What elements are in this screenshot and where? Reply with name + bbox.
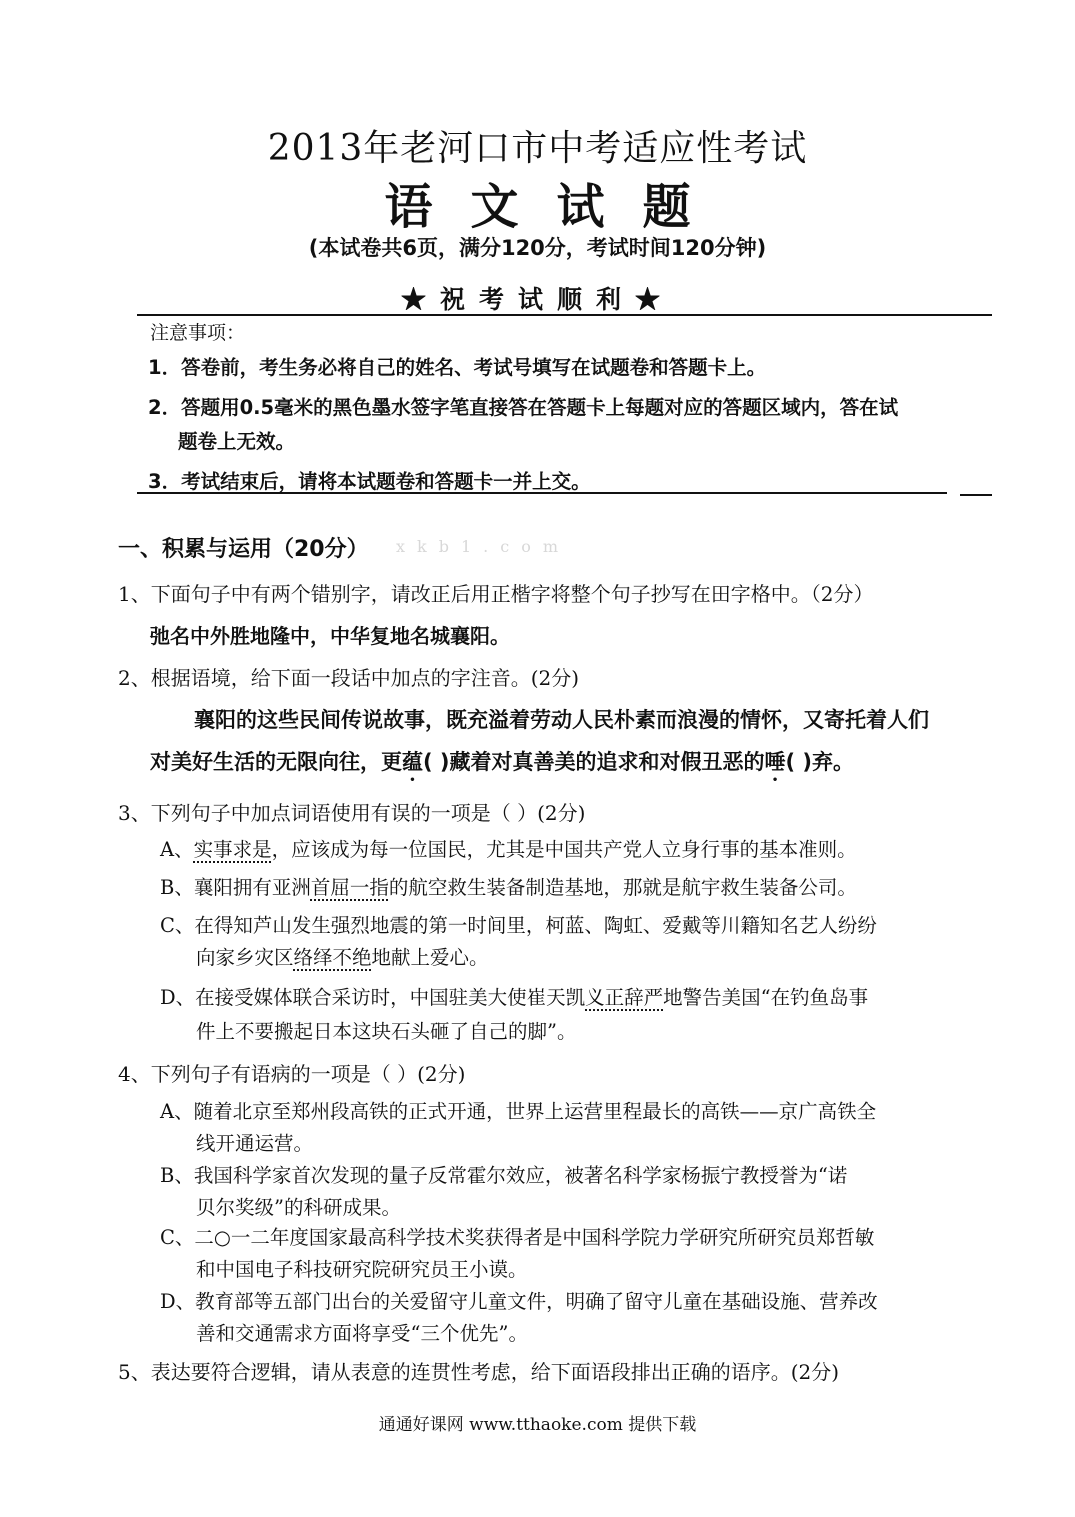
notice-item-3: 3．考试结束后，请将本试题卷和答题卡一并上交。 [148,470,591,493]
question-3-option-c-line-2 [196,942,489,970]
question-4-option-d-line-1: D、教育部等五部门出台的关爱留守儿童文件，明确了留守儿童在基础设施、营养改 [160,1290,878,1313]
option-a-label: A、 [160,838,194,861]
notice-top-rule [137,314,992,316]
question-2-stem: 2、根据语境，给下面一段话中加点的字注音。(2分) [118,666,580,690]
question-1-sentence: 弛名中外胜地隆中，中华复地名城襄阳。 [150,624,510,648]
question-4-option-c-line-2: 和中国电子科技研究院研究员王小谟。 [196,1258,528,1281]
notice-bottom-rule-end [960,494,992,496]
question-2-line-1: 襄阳的这些民间传说故事，既充溢着劳动人民朴素而浪漫的情怀，又寄托着人们 [194,708,929,732]
question-3-option-c-line-1: C、在得知芦山发生强烈地震的第一时间里，柯蓝、陶虹、爱戴等川籍知名艺人纷纷 [160,914,877,937]
good-luck-banner: ★祝考试顺利★ [400,285,674,314]
page-footer: 通通好课网 www.tthaoke.com 提供下载 [378,1415,697,1435]
exam-info: (本试卷共6页，满分120分，考试时间120分钟) [308,236,767,260]
option-d-text-b: 地警告美国“在钓鱼岛事 [663,986,869,1009]
option-a-text: ，应该成为每一位国民，尤其是中国共产党人立身行事的基本准则。 [271,838,857,861]
question-3-option-d-line-2: 件上不要搬起日本这块石头砸了自己的脚”。 [196,1020,577,1043]
exam-title: 2013年老河口市中考适应性考试 [267,128,808,169]
option-d-text-a: D、在接受媒体联合采访时，中国驻美大使崔天凯 [160,986,586,1009]
option-d-dotted: 义正辞严 [585,986,664,1009]
question-4-option-b-line-1: B、我国科学家首次发现的量子反常霍尔效应，被著名科学家杨振宁教授誉为“诺 [160,1164,848,1187]
option-b-dotted: 首屈一指 [310,876,389,899]
question-3-option-b [160,872,857,900]
subject-title: 语文试题 [384,179,729,235]
question-2-text-b: ( )藏着对真善美的追求和对假丑恶的 [423,750,765,774]
option-c-dotted: 络绎不绝 [293,946,372,969]
question-5-stem: 5、表达要符合逻辑，请从表意的连贯性考虑，给下面语段排出正确的语序。(2分) [118,1360,840,1384]
notice-item-2: 2．答题用0.5毫米的黑色墨水签字笔直接答在答题卡上每题对应的答题区域内，答在试 [148,396,899,419]
notice-item-2-cont: 题卷上无效。 [178,430,296,453]
question-4-option-c-line-1: C、二○一二年度国家最高科学技术奖获得者是中国科学院力学研究所研究员郑哲敏 [160,1226,875,1249]
option-a-dotted: 实事求是 [193,838,272,861]
question-4-stem: 4、下列句子有语病的一项是（ ）(2分) [118,1062,466,1086]
question-2-text-a: 对美好生活的无限向往，更 [150,750,402,774]
question-4-option-a-line-2: 线开通运营。 [196,1132,314,1155]
question-1-stem: 1、下面句子中有两个错别字，请改正后用正楷字将整个句子抄写在田字格中。（2分） [118,582,874,606]
watermark-text: xkb1.com [396,537,570,556]
question-4-option-b-line-2: 贝尔奖级”的科研成果。 [196,1196,401,1219]
question-3-option-a [160,834,857,862]
dotted-char-yun: 蕴 [402,750,423,774]
question-2-line-2 [150,746,854,776]
notice-bottom-rule [137,492,947,494]
question-2-text-c: ( )弃。 [785,750,855,774]
question-3-stem: 3、下列句子中加点词语使用有误的一项是（ ）(2分) [118,801,586,825]
option-b-text-a: B、襄阳拥有亚洲 [160,876,311,899]
option-c-text-a: 向家乡灾区 [196,946,294,969]
question-3-option-d-line-1 [160,982,868,1010]
notice-heading: 注意事项： [150,322,246,344]
notice-item-1: 1．答卷前，考生务必将自己的姓名、考试号填写在试题卷和答题卡上。 [148,356,767,379]
section-heading: 一、积累与运用（20分） [118,537,369,562]
dotted-char-tuo: 唾 [764,750,786,774]
option-c-text-b: 地献上爱心。 [371,946,489,969]
option-b-text-b: 的航空救生装备制造基地，那就是航宇救生装备公司。 [388,876,857,899]
question-4-option-d-line-2: 善和交通需求方面将享受“三个优先”。 [196,1322,528,1345]
question-4-option-a-line-1: A、随着北京至郑州段高铁的正式开通，世界上运营里程最长的高铁——京广高铁全 [160,1100,877,1123]
